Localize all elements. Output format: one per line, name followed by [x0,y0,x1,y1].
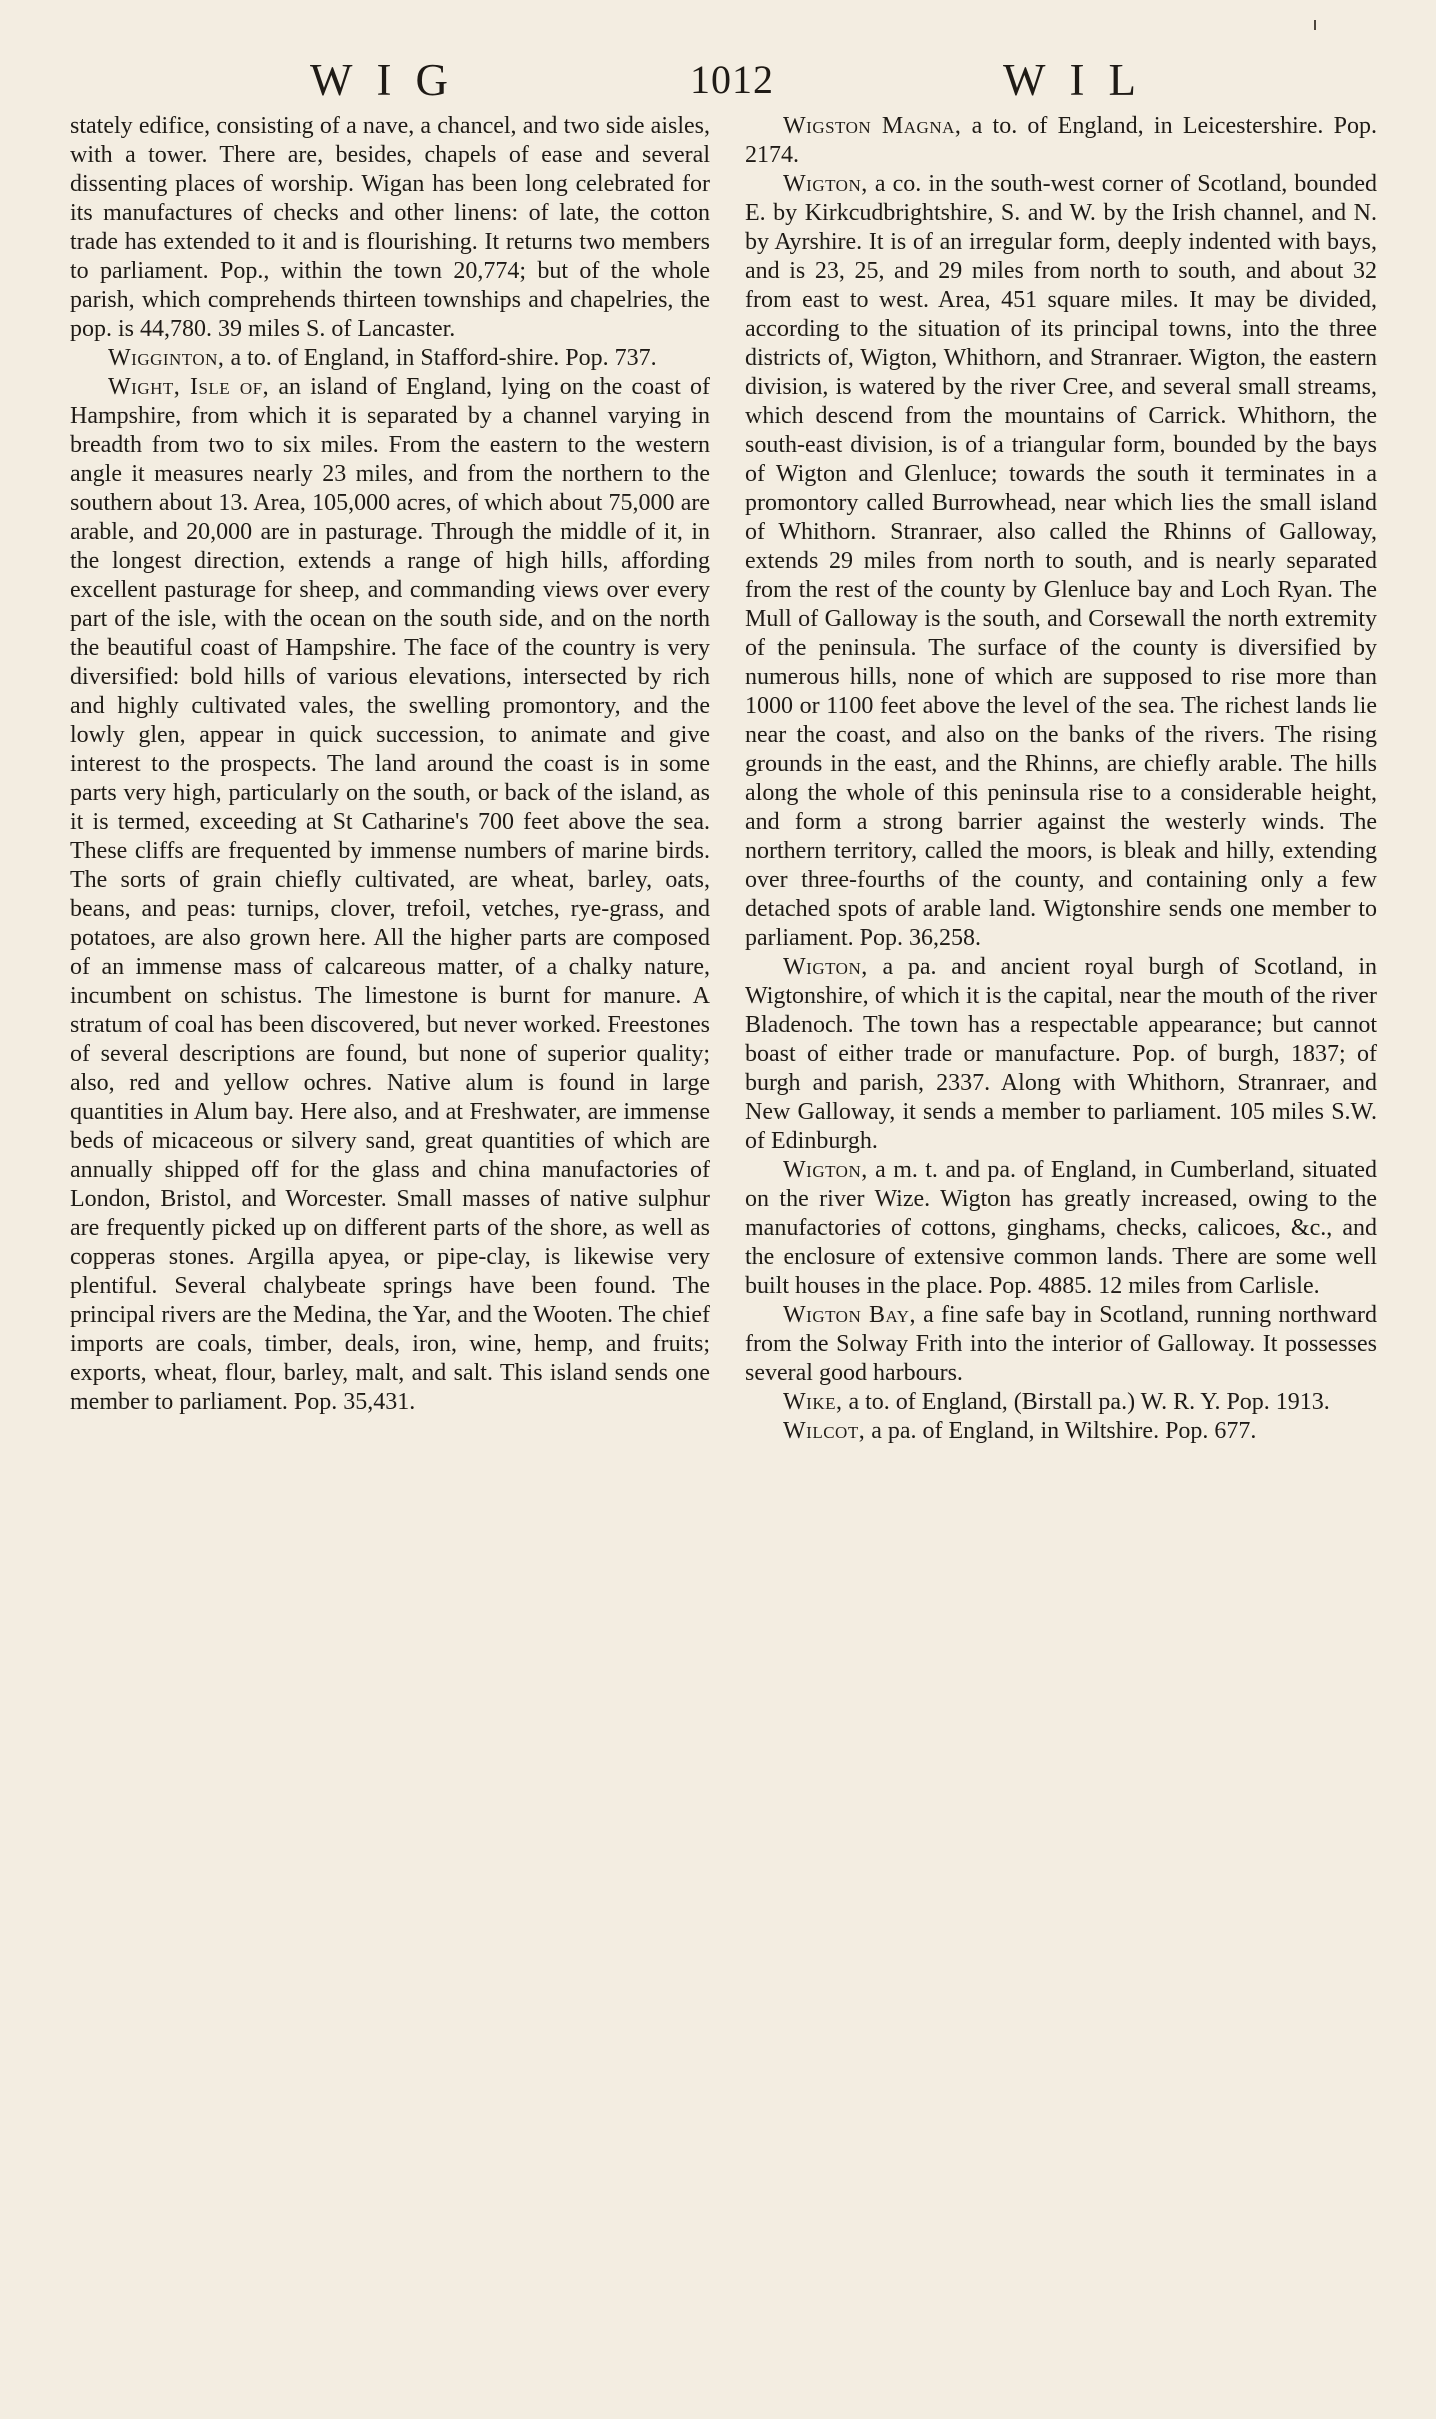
entry-headword: Wike, [783,1389,843,1415]
entry-wigston-magna [745,112,1377,170]
entry-headword: Wigston Magna, [783,113,962,139]
entry-wilcot [745,1417,1377,1446]
entry-headword: Wilcot, [783,1418,866,1444]
running-head-left: WIG [310,55,472,105]
entry-headword: Wigton, [783,1157,868,1183]
entry-text: a pa. and ancient royal burgh of Scotland, in Wigtonshire, of which it is the capital, near the mouth of the river Bladenoch. The town has a respectable appearance; but cannot boast of either trade or manufacture. Pop. of burgh, 1837; of burgh and parish, 2337. Along with Whithorn, Stranraer, and New Galloway, it sends a member to parliament. 105 miles S.W. of Edinburgh. [745,954,1377,1154]
entry-headword: Wight, Isle of, [108,374,270,400]
entry-text: a fine safe bay in Scotland, running northward from the Solway Frith into the interior of Galloway. It possesses several good harbours. [745,1302,1377,1386]
page-edge-mark [1314,20,1316,30]
entry-headword: Wigginton, [108,345,225,371]
entry-text: stately edifice, consisting of a nave, a chancel, and two side aisles, with a tower. There are, besides, chapels of ease and several dissenting places of worship. Wigan has been long celebrated for its manufactures of checks and other linens: of late, the cotton trade has extended to it and is flourishing. It returns two members to parliament. Pop., within the town 20,774; but of the whole parish, which comprehends thirteen townships and chapelries, the pop. is 44,780. 39 miles S. of Lancaster. [70,113,710,342]
entry-headword: Wigton Bay, [783,1302,916,1328]
entry-headword: Wigton, [783,954,868,980]
entry-headword: Wigton, [783,171,868,197]
entry-text: a to. of England, in Stafford-shire. Pop. 737. [224,345,657,371]
entry-text: a co. in the south-west corner of Scotland, bounded E. by Kirkcudbrightshire, S. and W. by the Irish channel, and N. by Ayrshire. It is of an irregular form, deeply indented with bays, and is 23, 25, and 29 miles from north to south, and about 32 from east to west. Area, 451 square miles. It may be divided, according to the situation of its principal towns, into the three districts of, Wigton, Whithorn, and Stranraer. Wigton, the eastern division, is watered by the river Cree, and several small streams, which descend from the mountains of Carrick. Whithorn, the south-east division, is of a triangular form, bounded by the bays of Wigton and Glenluce; towards the south it terminates in a promontory called Burrowhead, near which lies the small island of Whithorn. Stranraer, also called the Rhinns of Galloway, extends 29 miles from north to south, and is nearly separated from the rest of the county by Glenluce bay and Loch Ryan. The Mull of Galloway is the south, and Corsewall the north extremity of the peninsula. The surface of the county is diversified by numerous hills, none of which are supposed to rise more than 1000 or 1100 feet above the level of the sea. The richest lands lie near the coast, and also on the banks of the rivers. The rising grounds in the east, and the Rhinns, are chiefly arable. The hills along the whole of this peninsula rise to a considerable height, and form a strong barrier against the westerly winds. The northern territory, called the moors, is bleak and hilly, extending over three-fourths of the county, and containing only a few detached spots of arable land. Wigtonshire sends one member to parliament. Pop. 36,258. [745,171,1377,951]
entry-wigton-county [745,170,1377,953]
right-column [745,112,1377,1446]
entry-wike [745,1388,1377,1417]
entry-text: a to. of England, in Leicestershire. Pop. 2174. [745,113,1377,168]
left-column [70,112,710,1417]
entry-wigton-england [745,1156,1377,1301]
running-head-right: WIL [1003,55,1160,105]
entry-wigginton [70,344,710,373]
entry-text: a m. t. and pa. of England, in Cumberland, situated on the river Wize. Wigton has greatly increased, owing to the manufactories of cottons, ginghams, checks, calicoes, &c., and the enclosure of extensive common lands. There are some well built houses in the place. Pop. 4885. 12 miles from Carlisle. [745,1157,1377,1299]
running-head [0,54,1436,114]
entry-wigan-continued [70,112,710,344]
page-number: 1012 [690,57,774,102]
entry-wigton-bay [745,1301,1377,1388]
entry-wigton-burgh [745,953,1377,1156]
entry-text: an island of England, lying on the coast of Hampshire, from which it is separated by a channel varying in breadth from two to six miles. From the eastern to the western angle it measures nearly 23 miles, and from the northern to the southern about 13. Area, 105,000 acres, of which about 75,000 are arable, and 20,000 are in pasturage. Through the middle of it, in the longest direction, extends a range of high hills, affording excellent pasturage for sheep, and commanding views over every part of the isle, with the ocean on the south side, and on the north the beautiful coast of Hampshire. The face of the country is very diversified: bold hills of various elevations, intersected by rich and highly cultivated vales, the swelling promontory, and the lowly glen, appear in quick succession, to animate and give interest to the prospects. The land around the coast is in some parts very high, particularly on the south, or back of the island, as it is termed, exceeding at St Catharine's 700 feet above the sea. These cliffs are frequented by immense numbers of marine birds. The sorts of grain chiefly cultivated, are wheat, barley, oats, beans, and peas: turnips, clover, trefoil, vetches, rye-grass, and potatoes, are also grown here. All the higher parts are composed of an immense mass of calcareous matter, of a chalky nature, incumbent on schistus. The limestone is burnt for manure. A stratum of coal has been discovered, but never worked. Freestones of several descriptions are found, but none of superior quality; also, red and yellow ochres. Native alum is found in large quantities in Alum bay. Here also, and at Freshwater, are immense beds of micaceous or silvery sand, great quantities of which are annually shipped off for the glass and china manufactories of London, Bristol, and Worcester. Small masses of native sulphur are frequently picked up on different parts of the shore, as well as copperas stones. Argilla apyea, or pipe-clay, is likewise very plentiful. Several chalybeate springs have been found. The principal rivers are the Medina, the Yar, and the Wooten. The chief imports are coals, timber, deals, iron, wine, hemp, and fruits; exports, wheat, flour, barley, malt, and salt. This island sends one member to parliament. Pop. 35,431. [70,374,710,1415]
entry-wight-isle-of [70,373,710,1417]
entry-text: a pa. of England, in Wiltshire. Pop. 677. [865,1418,1257,1444]
entry-text: a to. of England, (Birstall pa.) W. R. Y. Pop. 1913. [842,1389,1330,1415]
